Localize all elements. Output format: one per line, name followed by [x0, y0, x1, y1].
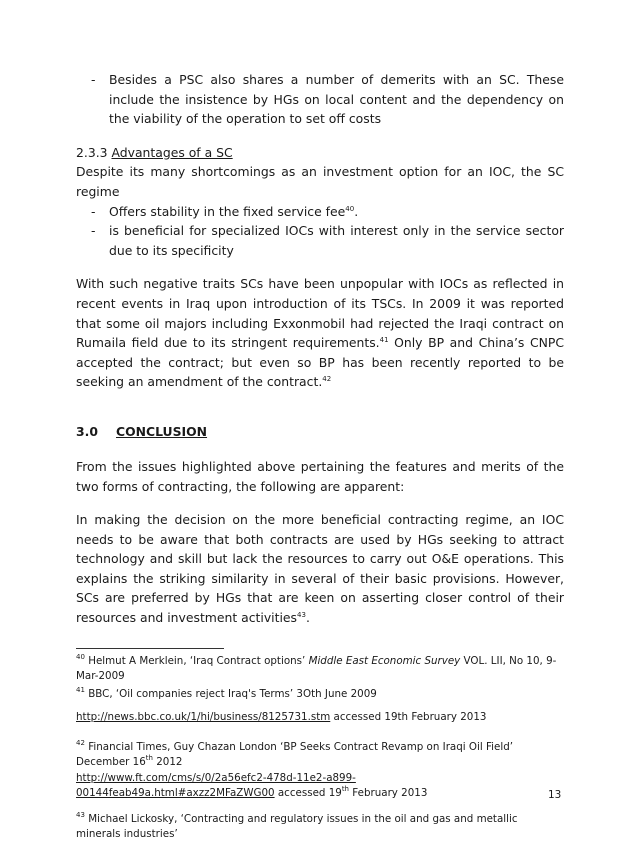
footnote-42-link-line-1: [76, 771, 564, 787]
bullet-psc-demerits: [76, 70, 564, 129]
footnote-42-access-post: February 2013: [349, 787, 428, 800]
bullet-text: is beneficial for specialized IOCs with interest only in the service sector due to its specificity: [109, 223, 564, 258]
footnote-42-date-post: 2012: [152, 756, 183, 769]
footnote-42-link-line-2: [76, 786, 564, 802]
page-number: 13: [548, 789, 562, 801]
footnote-number: 43: [76, 810, 85, 819]
footnote-ref-43[interactable]: 43: [297, 611, 306, 620]
section-2-3-3-heading: [76, 143, 564, 163]
footnote-42-date-sup: th: [145, 754, 153, 763]
footnote-40-post: VOL. LII, No 10, 9-Mar-2009: [76, 654, 557, 683]
footnote-42-link-part-2[interactable]: 00144feab49a.html#axzz2MFaZWG00: [76, 787, 275, 800]
footnote-42-date-pre: December 16: [76, 756, 146, 769]
paragraph-iraq: [76, 274, 564, 392]
footnote-42-text: Financial Times, Guy Chazan London ‘BP Seeks Contract Revamp on Iraqi Oil Field’: [84, 740, 514, 753]
conclusion-title: CONCLUSION: [116, 423, 208, 439]
bullet-specialized: [76, 221, 564, 260]
conclusion-number: 3.0: [76, 423, 98, 439]
bullet-stability: [76, 202, 564, 222]
footnote-number: 42: [76, 738, 85, 747]
footnote-40-journal: Middle East Economic Survey: [308, 654, 461, 667]
footnote-ref-40[interactable]: 40: [345, 204, 355, 213]
footnote-41: [76, 687, 564, 703]
footnote-40: [76, 654, 564, 685]
footnote-number: 40: [76, 652, 85, 661]
footnote-43-text: Michael Lickosky, ‘Contracting and regulatory issues in the oil and gas and metallic minerals industries’: [76, 812, 518, 841]
bullet-dash: -: [91, 72, 96, 87]
bullet-tail: .: [354, 203, 359, 219]
footnote-42-access-pre: accessed 19: [274, 787, 342, 800]
footnote-40-pre: Helmut A Merklein, ‘Iraq Contract options’: [84, 654, 309, 667]
footnote-42-access-sup: th: [341, 785, 349, 794]
paragraph-iraq-part1: With such negative traits SCs have been unpopular with IOCs as reflected in recent events in Iraq upon introduction of its TSCs. In 2009 it was reported that some oil majors including Exxonmobil had rejected the Iraqi contract on Rumaila field due to its stringent requirements.: [76, 276, 564, 351]
paragraph-iraq-part2: Only BP and China’s CNPC accepted the contract; but even so BP has been recently reported to be seeking an amendment of the contract.: [76, 335, 564, 390]
bullet-dash: -: [91, 223, 96, 239]
document-page: [76, 70, 564, 843]
section-intro: Despite its many shortcomings as an investment option for an IOC, the SC regime: [76, 164, 564, 199]
footnote-number: 41: [76, 685, 85, 694]
footnote-43: [76, 812, 564, 843]
conclusion-paragraph-2-tail: .: [305, 610, 310, 626]
footnote-41-link-line: [76, 710, 564, 726]
footnote-42: [76, 740, 564, 756]
footnote-41-access: accessed 19th February 2013: [330, 711, 487, 724]
conclusion-heading: [76, 422, 564, 442]
bullet-dash: -: [91, 203, 96, 219]
bullet-text-main: Offers stability in the fixed service fee: [109, 203, 346, 219]
conclusion-paragraph-2-text: In making the decision on the more beneficial contracting regime, an IOC needs to be aware that both contracts are used by HGs seeking to attract technology and skill but lack the resources to carry out O&E operations. This explains the striking similarity in several of their basic provisions. However, SCs are preferred by HGs that are keen on asserting closer control of their resources and investment activities: [76, 512, 564, 626]
footnote-42-link-part-1[interactable]: http://www.ft.com/cms/s/0/2a56efc2-478d-11e2-a899-: [76, 771, 356, 784]
conclusion-paragraph-1: From the issues highlighted above pertaining the features and merits of the two forms of contracting, the following are apparent:: [76, 458, 564, 494]
footnote-ref-42[interactable]: 42: [322, 375, 332, 384]
footnote-41-link[interactable]: http://news.bbc.co.uk/1/hi/business/8125731.stm: [76, 711, 331, 724]
bullet-text: [109, 202, 564, 222]
bullet-text: Besides a PSC also shares a number of demerits with an SC. These include the insistence by HGs on local content and the dependency on the viability of the operation to set off costs: [109, 72, 564, 127]
section-title: Advantages of a SC: [111, 144, 233, 160]
conclusion-paragraph-2: [76, 510, 564, 628]
footnote-42-date: [76, 755, 564, 771]
footnote-41-text: BBC, ‘Oil companies reject Iraq's Terms’ 3Oth June 2009: [84, 687, 377, 700]
section-number: 2.3.3: [76, 144, 108, 160]
footnote-ref-41[interactable]: 41: [379, 336, 389, 345]
